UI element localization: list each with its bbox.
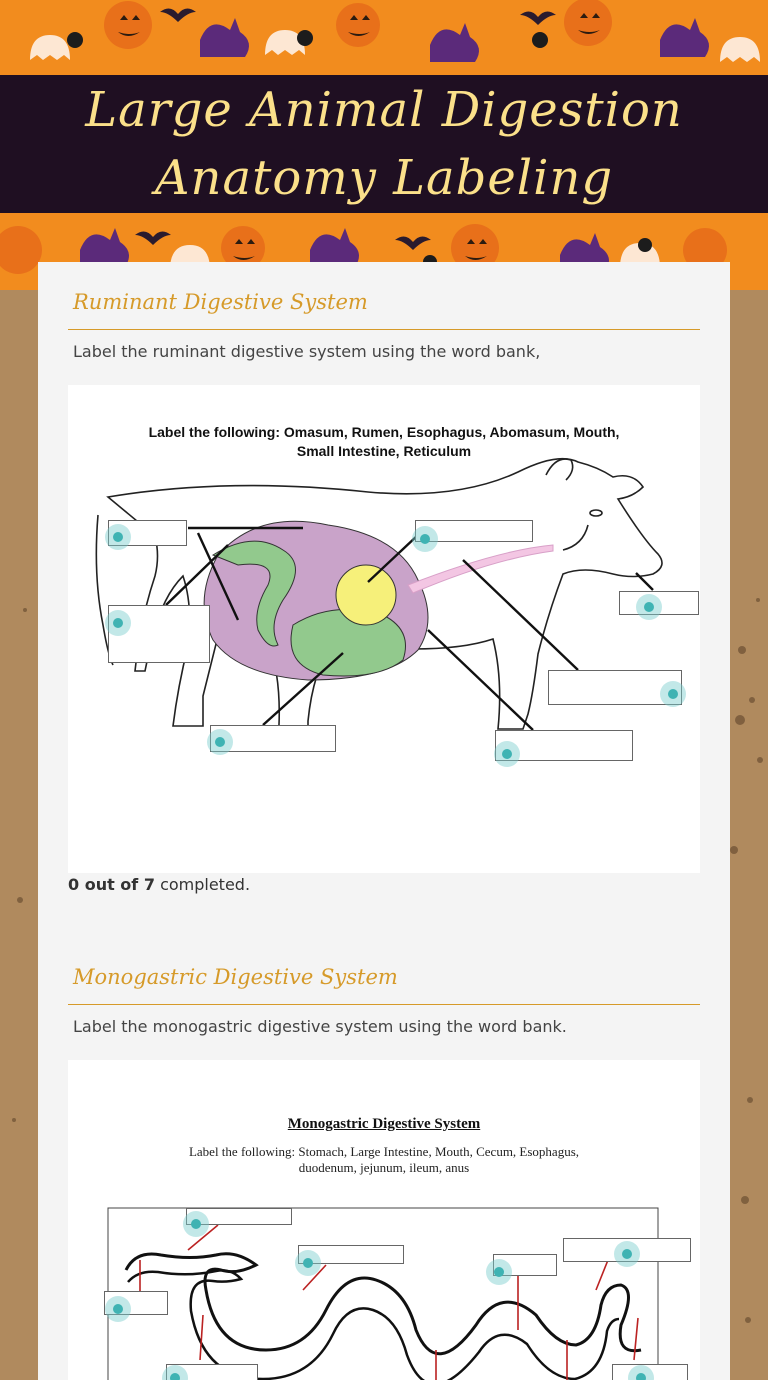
label-hotspot[interactable] (660, 681, 686, 707)
label-hotspot[interactable] (636, 594, 662, 620)
page-title-line-1: Large Animal Digestion (85, 82, 683, 138)
label-hotspot[interactable] (207, 729, 233, 755)
progress-text (68, 875, 250, 894)
ruminant-worksheet (68, 385, 700, 873)
worksheet-instruction-line-2: duodenum, jejunum, ileum, anus (298, 1160, 470, 1175)
worksheet-instruction-line-2: Small Intestine, Reticulum (296, 443, 472, 459)
page-title-line-2: Anatomy Labeling (154, 150, 614, 206)
label-hotspot[interactable] (614, 1241, 640, 1267)
section-heading-ruminant: Ruminant Digestive System (73, 290, 368, 314)
label-hotspot[interactable] (494, 741, 520, 767)
worksheet-instruction-line-1: Label the following: Stomach, Large Intestine, Mouth, Cecum, Esophagus, (188, 1144, 580, 1159)
label-hotspot[interactable] (105, 1296, 131, 1322)
content-panel (38, 262, 730, 1380)
section-divider (68, 1004, 700, 1005)
label-hotspot[interactable] (412, 526, 438, 552)
progress-suffix: completed. (160, 875, 251, 894)
page-title-bar (0, 75, 768, 213)
label-hotspot[interactable] (105, 524, 131, 550)
monogastric-diagram (68, 1060, 700, 1380)
progress-count: 0 out of 7 (68, 875, 155, 894)
label-hotspot[interactable] (295, 1250, 321, 1276)
section-divider (68, 329, 700, 330)
section-instructions-monogastric: Label the monogastric digestive system using the word bank. (73, 1017, 567, 1036)
section-instructions-ruminant: Label the ruminant digestive system using the word bank, (73, 342, 541, 361)
label-hotspot[interactable] (486, 1259, 512, 1285)
label-hotspot[interactable] (183, 1211, 209, 1237)
section-heading-monogastric: Monogastric Digestive System (73, 965, 398, 989)
monogastric-worksheet (68, 1060, 700, 1380)
worksheet-instruction-line-1: Label the following: Omasum, Rumen, Esophagus, Abomasum, Mouth, (148, 424, 620, 440)
worksheet-title: Monogastric Digestive System (287, 1116, 481, 1132)
label-hotspot[interactable] (105, 610, 131, 636)
